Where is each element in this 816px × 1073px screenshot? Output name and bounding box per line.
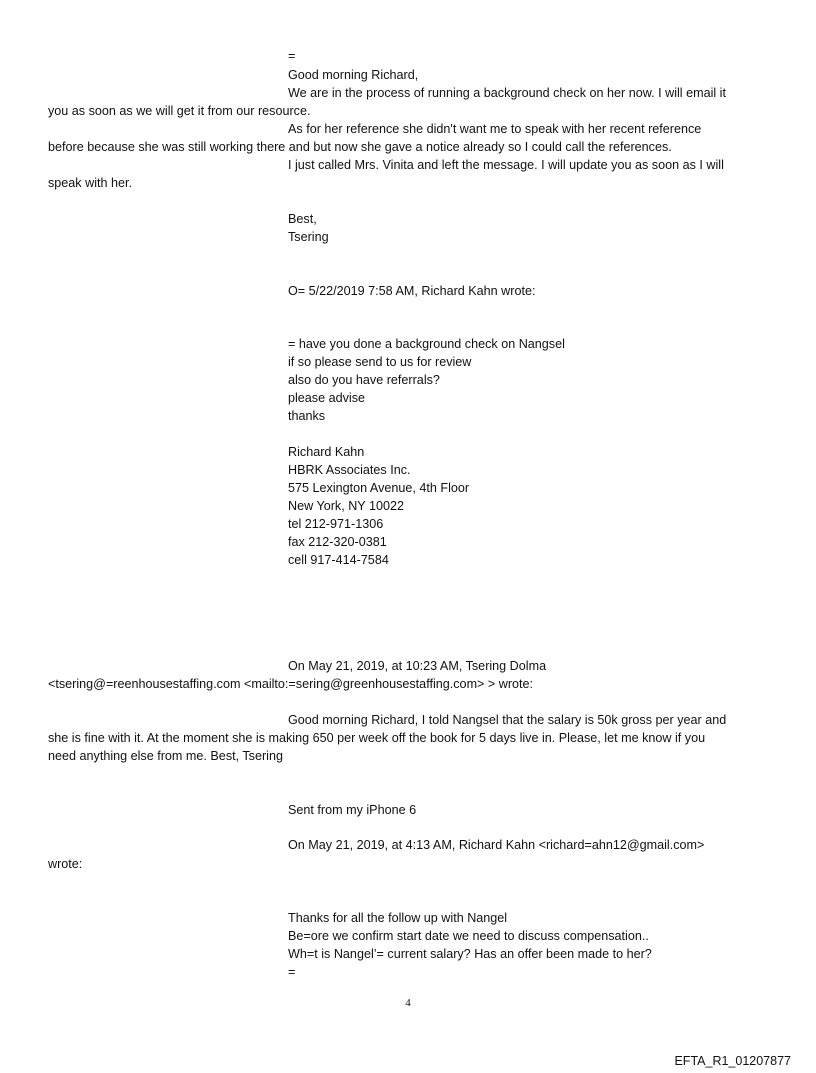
signature-line: New York, NY 10022 xyxy=(288,499,404,513)
signature-line: fax 212-320-0381 xyxy=(288,535,387,549)
email-line: also do you have referrals? xyxy=(288,373,440,387)
email-header-line: O= 5/22/2019 7:58 AM, Richard Kahn wrote: xyxy=(288,284,536,298)
email-line: Good morning Richard, I told Nangsel that the salary is 50k gross per year and xyxy=(288,713,727,727)
email-line: before because she was still working there and but now she gave a notice already so I could call the references. xyxy=(48,140,672,154)
signature-line: Richard Kahn xyxy=(288,445,365,459)
email-line: Tsering xyxy=(288,230,329,244)
email-line: need anything else from me. Best, Tsering xyxy=(48,749,283,763)
email-line: Best, xyxy=(288,212,317,226)
email-line: = have you done a background check on Nangsel xyxy=(288,337,565,351)
email-header-line: On May 21, 2019, at 4:13 AM, Richard Kahn <richard=ahn12@gmail.com> xyxy=(288,838,705,852)
email-header-line: <tsering@=reenhousestaffing.com <mailto:=sering@greenhousestaffing.com> > wrote: xyxy=(48,677,534,691)
email-line: As for her reference she didn't want me to speak with her recent reference xyxy=(288,122,702,136)
signature-line: cell 917-414-7584 xyxy=(288,553,389,567)
email-line: she is fine with it. At the moment she is making 650 per week off the book for 5 days live in. Please, let me know if you xyxy=(48,731,706,745)
page-number: 4 xyxy=(405,997,411,1009)
email-header-line: wrote: xyxy=(48,857,83,871)
email-line: We are in the process of running a background check on her now. I will email it xyxy=(288,86,726,100)
email-line: Wh=t is Nangel’= current salary? Has an offer been made to her? xyxy=(288,947,652,961)
email-line: speak with her. xyxy=(48,176,133,190)
email-line: = xyxy=(288,965,296,979)
email-line: Good morning Richard, xyxy=(288,68,419,82)
email-line: Thanks for all the follow up with Nangel xyxy=(288,911,508,925)
email-line: Be=ore we confirm start date we need to discuss compensation.. xyxy=(288,929,649,943)
email-line: thanks xyxy=(288,409,326,423)
email-line: you as soon as we will get it from our resource. xyxy=(48,104,311,118)
email-line: = xyxy=(288,49,296,63)
email-line: Sent from my iPhone 6 xyxy=(288,803,417,817)
email-line: I just called Mrs. Vinita and left the message. I will update you as soon as I will xyxy=(288,158,724,172)
email-line: please advise xyxy=(288,391,366,405)
signature-line: HBRK Associates Inc. xyxy=(288,463,411,477)
signature-line: tel 212-971-1306 xyxy=(288,517,384,531)
bates-number: EFTA_R1_01207877 xyxy=(674,1054,791,1068)
signature-line: 575 Lexington Avenue, 4th Floor xyxy=(288,481,470,495)
email-header-line: On May 21, 2019, at 10:23 AM, Tsering Dolma xyxy=(288,659,547,673)
email-line: if so please send to us for review xyxy=(288,355,472,369)
